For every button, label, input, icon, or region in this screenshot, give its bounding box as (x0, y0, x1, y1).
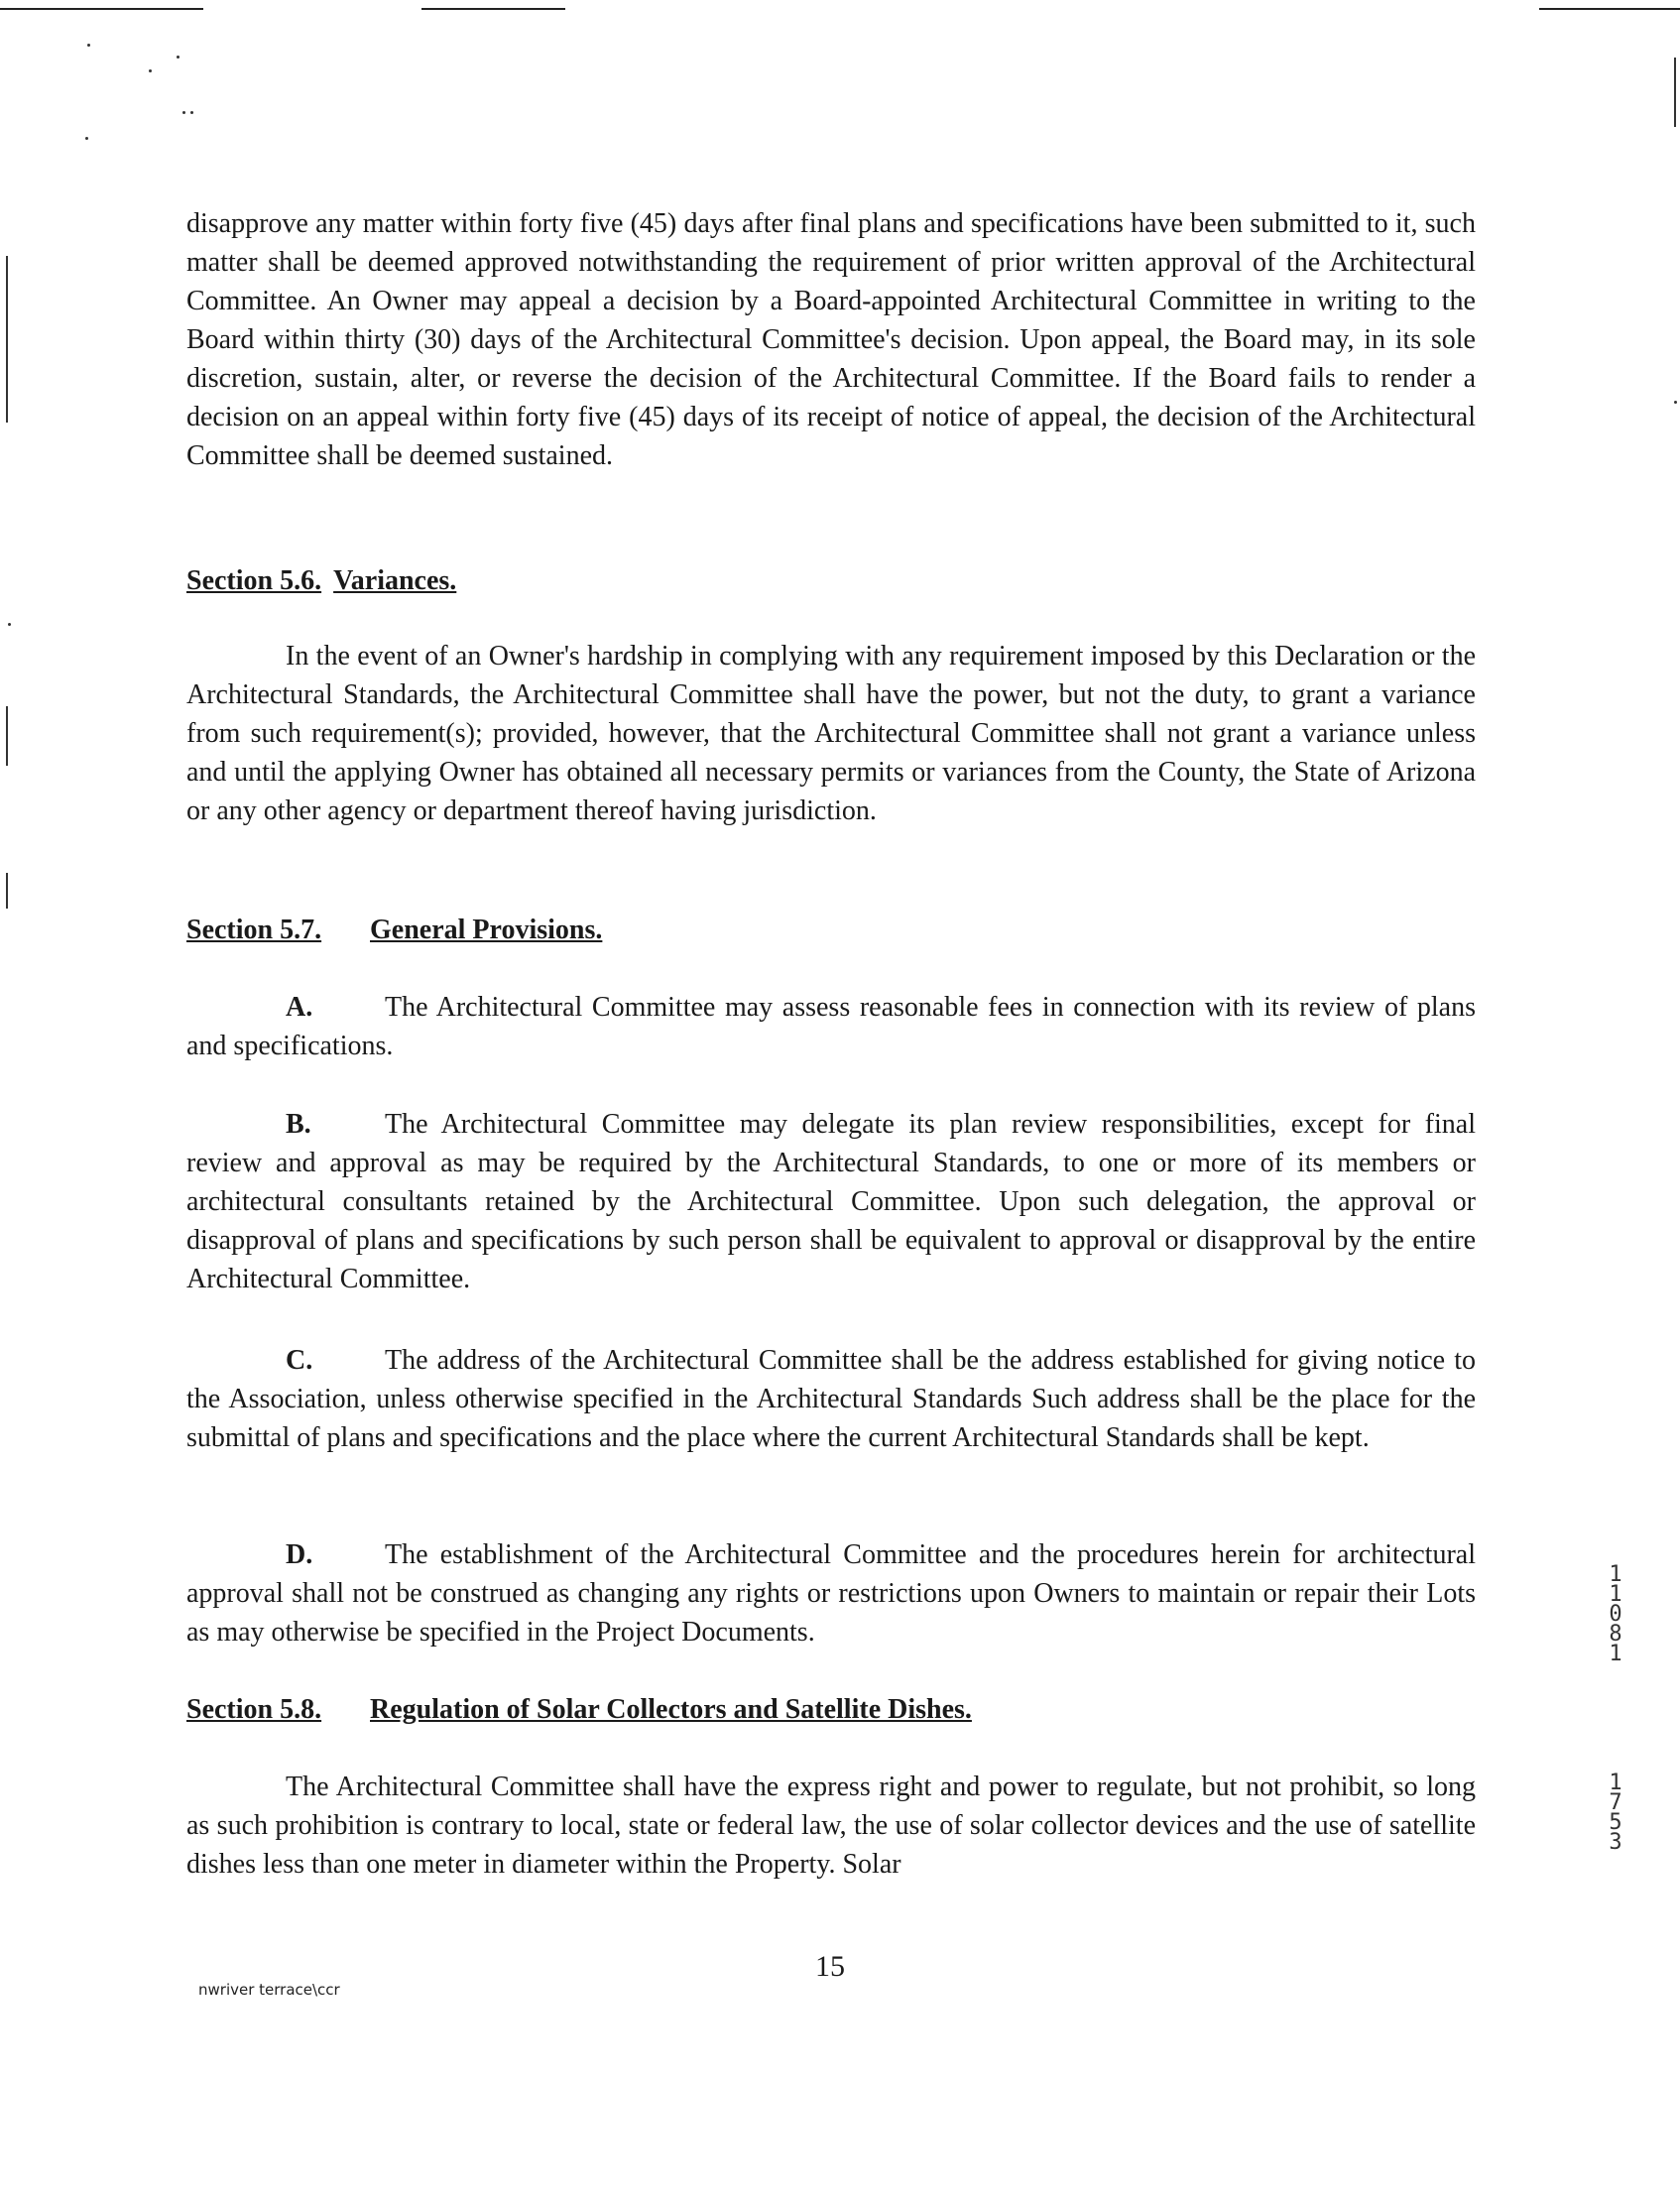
provision-letter: B. (286, 1109, 311, 1140)
scan-rule-top-middle (421, 8, 565, 10)
section-5-8-heading (186, 1694, 972, 1726)
section-5-6-body-block (186, 637, 1476, 830)
scan-rule-top-left (0, 8, 203, 10)
scan-speck (87, 44, 90, 47)
section-5-7-heading (186, 915, 602, 946)
provision-d (186, 1535, 1476, 1651)
continuation-paragraph: disapprove any matter within forty five (45) days after final plans and specifications have been submitted to it, such matter shall be deemed approved notwithstanding the requirement of prior written approval of the Architectural Committee. An Owner may appeal a decision by a Board-appointed Architectural Committee in writing to the Board within thirty (30) days of the Architectural Committee's decision. Upon appeal, the Board may, in its sole discretion, sustain, alter, or reverse the decision of the Architectural Committee. If the Board fails to render a decision on an appeal within forty five (45) days of its receipt of notice of appeal, the decision of the Architectural Committee shall be deemed sustained. (186, 208, 1476, 471)
provision-letter: C. (286, 1345, 313, 1376)
section-title: Variances. (333, 565, 457, 596)
scan-mark-left-1 (6, 256, 8, 423)
provision-text: The establishment of the Architectural Committee and the procedures herein for architectural approval shall not be construed as changing any rights or restrictions upon Owners to maintain or repair their Lots as may otherwise be specified in the Project Documents. (186, 1539, 1476, 1648)
section-number: Section 5.7. (186, 915, 322, 945)
provision-a (186, 988, 1476, 1065)
provision-letter: A. (286, 992, 313, 1023)
recording-stamp (1605, 1562, 1644, 1902)
provision-d-block (186, 1535, 1476, 1651)
provision-c-block (186, 1341, 1476, 1457)
scan-speck (8, 623, 11, 626)
section-number: Section 5.8. (186, 1694, 322, 1725)
scan-rule-top-right (1539, 8, 1680, 10)
section-title: General Provisions. (370, 915, 603, 945)
continuation-paragraph-block (186, 204, 1476, 475)
scan-mark-right-edge (1674, 58, 1676, 127)
stamp-column-1: 1 1 0 8 1 (1609, 1562, 1622, 1666)
provision-text: The Architectural Committee may assess reasonable fees in connection with its review of plans and specifications. (186, 992, 1476, 1061)
page-number: 15 (815, 1950, 845, 1983)
section-5-6-heading (186, 565, 456, 597)
provision-c (186, 1341, 1476, 1457)
section-number: Section 5.6. (186, 565, 322, 596)
section-5-6-body: In the event of an Owner's hardship in complying with any requirement imposed by this Declaration or the Architectural Standards, the Architectural Committee shall have the power, but not the duty, to grant a variance from such requirement(s); provided, however, that the Architectural Committee shall not grant a variance unless and until the applying Owner has obtained all necessary permits or variances from the County, the State of Arizona or any other agency or department thereof having jurisdiction. (186, 641, 1476, 826)
scan-speck (149, 69, 152, 72)
section-title: Regulation of Solar Collectors and Satellite Dishes. (370, 1694, 972, 1725)
scan-mark-left-2 (6, 706, 8, 766)
provision-b-block (186, 1105, 1476, 1298)
scan-speck (177, 56, 180, 59)
provision-b (186, 1105, 1476, 1298)
scan-speck (85, 137, 88, 140)
scan-mark-left-3 (6, 873, 8, 909)
scan-speck (182, 111, 185, 114)
provision-a-block (186, 988, 1476, 1065)
provision-letter: D. (286, 1539, 313, 1570)
section-5-8-body: The Architectural Committee shall have the express right and power to regulate, but not prohibit, so long as such prohibition is contrary to local, state or federal law, the use of solar collector devices and the use of satellite dishes less than one meter in diameter within the Property. Solar (186, 1772, 1476, 1880)
section-5-8-body-block (186, 1768, 1476, 1884)
provision-text: The address of the Architectural Committee shall be the address established for giving notice to the Association, unless otherwise specified in the Architectural Standards Such address shall be the place for the submittal of plans and specifications and the place where the current Architectural Standards shall be kept. (186, 1345, 1476, 1453)
footer-file-path: nwriver terrace\ccr (198, 1981, 340, 1999)
provision-text: The Architectural Committee may delegate its plan review responsibilities, except for final review and approval as may be required by the Architectural Standards, to one or more of its members or architectural consultants retained by the Architectural Committee. Upon such delegation, the approval or disapproval of plans and specifications by such person shall be equivalent to approval or disapproval by the entire Architectural Committee. (186, 1109, 1476, 1294)
stamp-column-2: 1 7 5 3 (1609, 1771, 1622, 1855)
scan-speck (1674, 401, 1677, 404)
scan-speck (190, 111, 193, 114)
